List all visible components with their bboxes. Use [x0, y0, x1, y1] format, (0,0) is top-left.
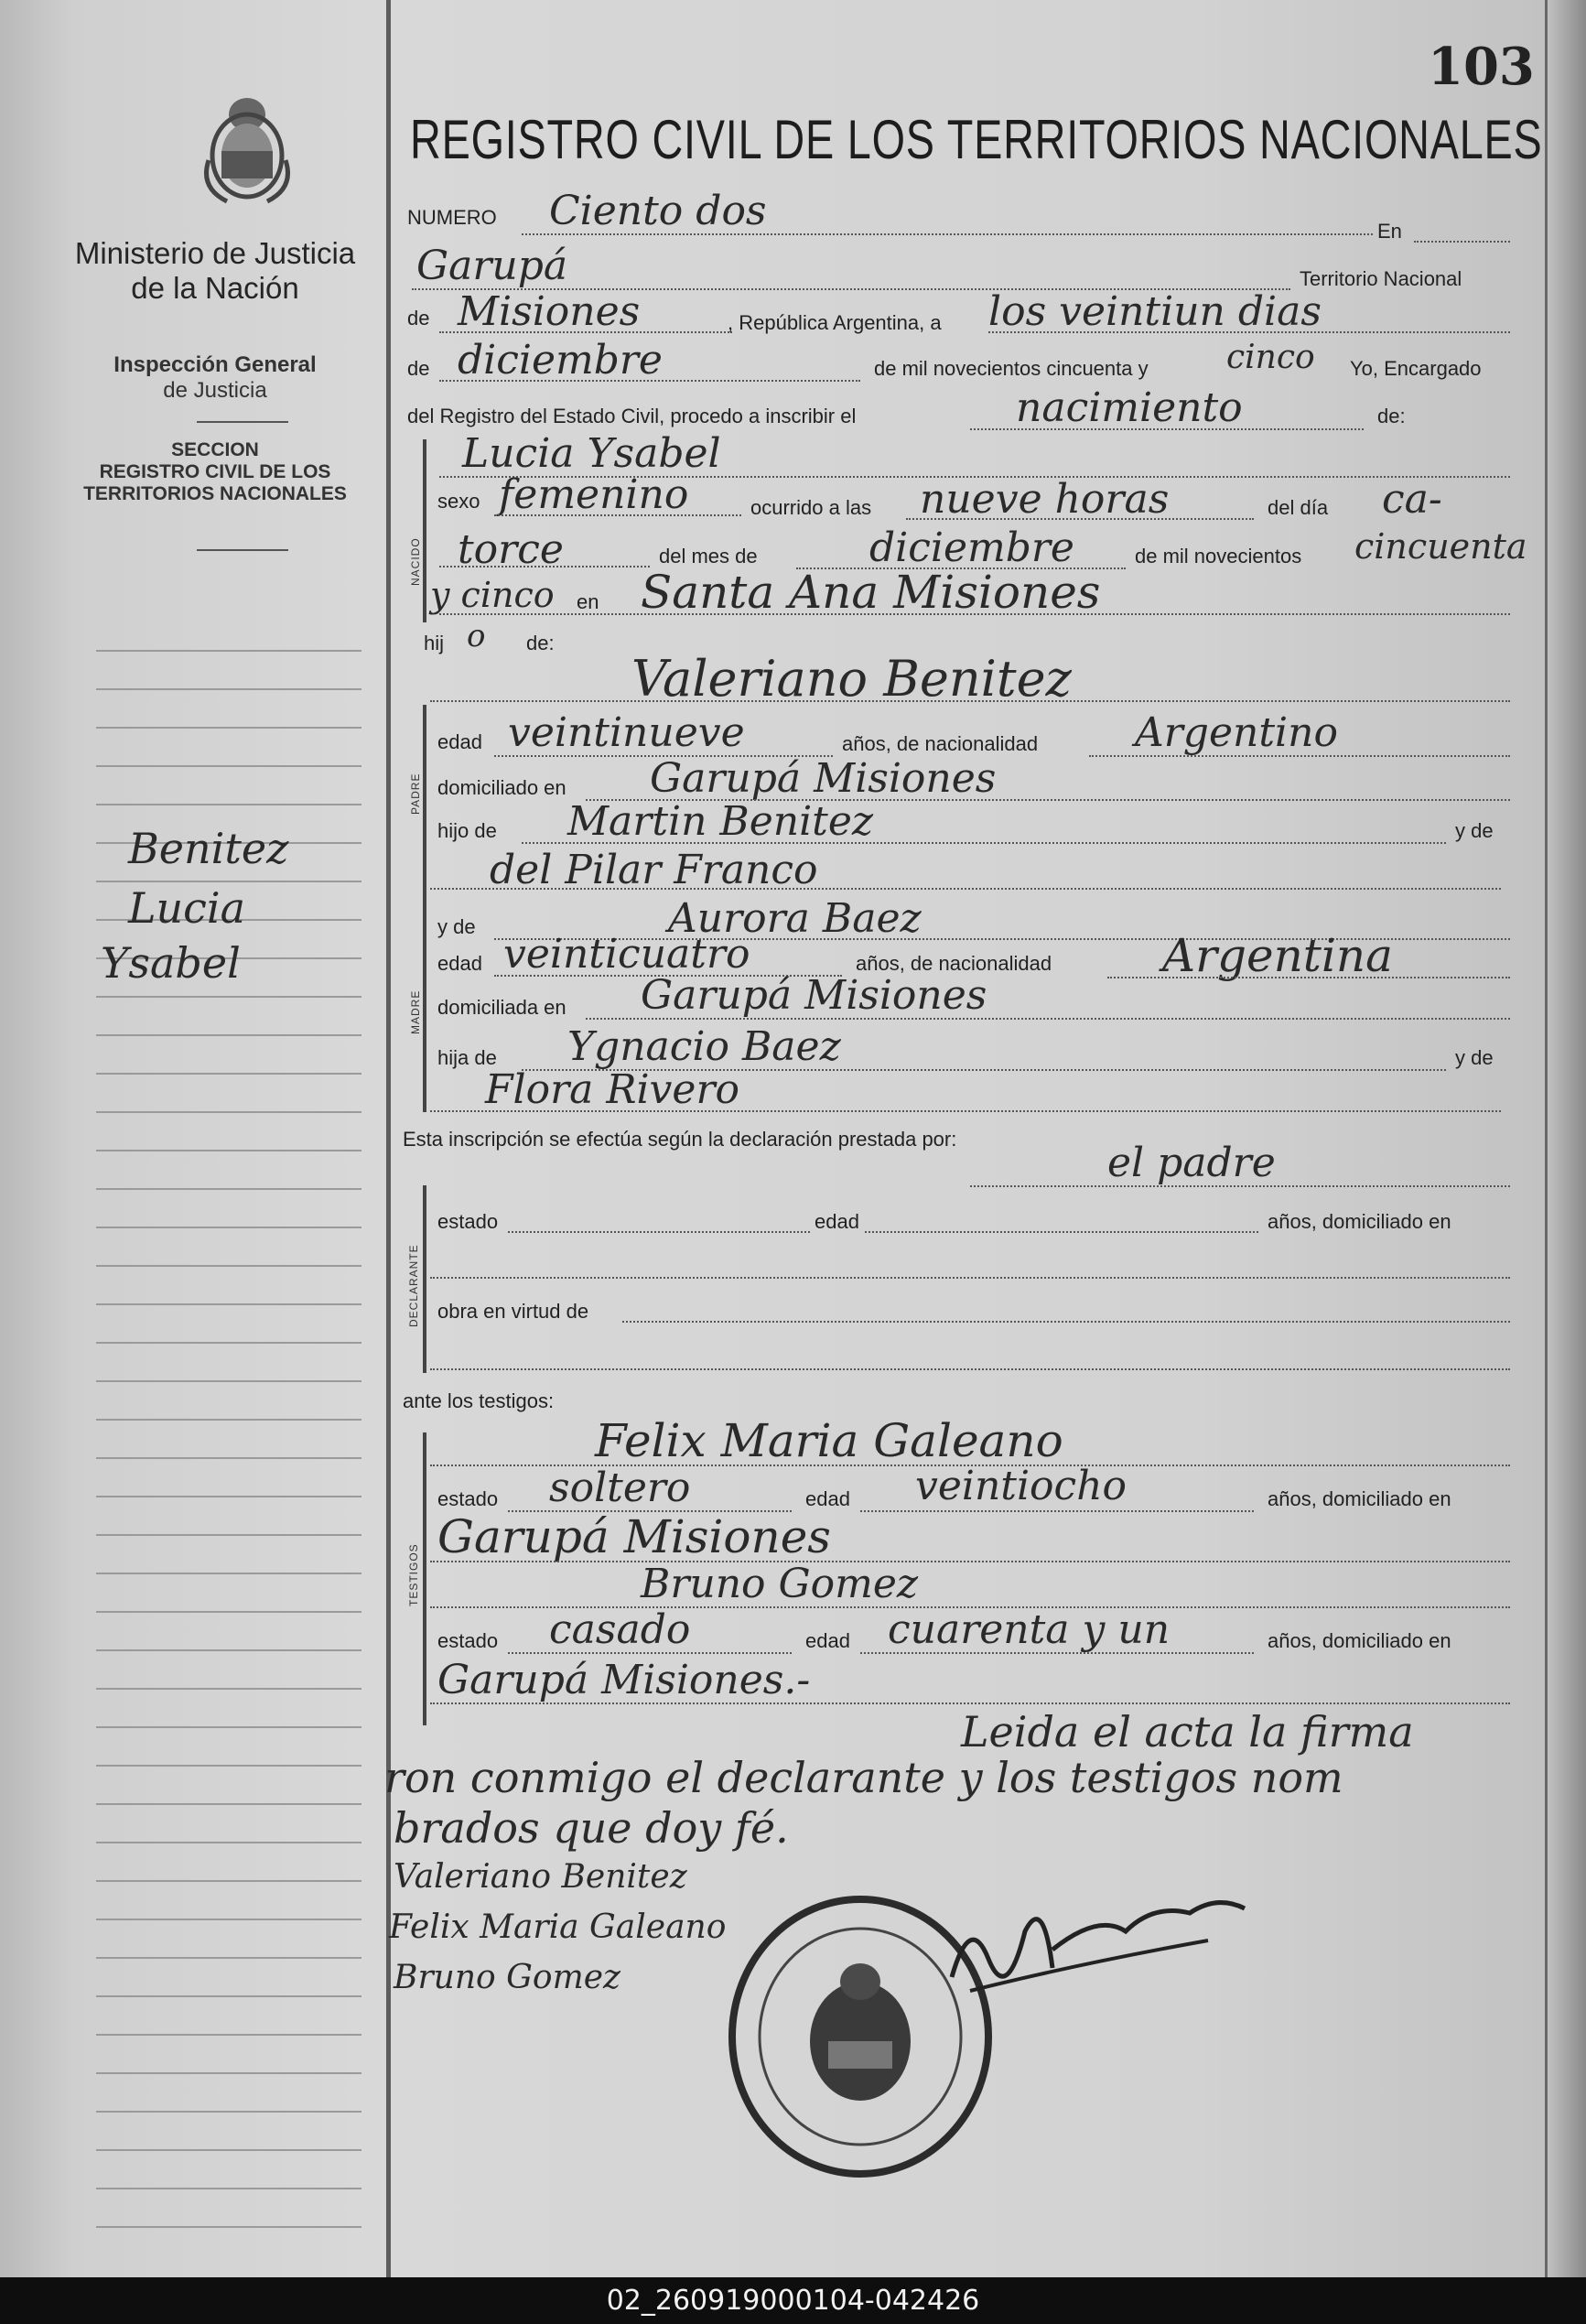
ruled-line: [96, 1457, 361, 1459]
sexo-label: sexo: [437, 490, 480, 513]
section-line-3: TERRITORIOS NACIONALES: [83, 483, 347, 505]
ruled-line: [96, 1534, 361, 1536]
madre-yde-label: y de: [437, 915, 476, 938]
hij-suffix: o: [467, 618, 486, 654]
padre-hijo-line: [522, 842, 1446, 844]
page-title: REGISTRO CIVIL DE LOS TERRITORIOS NACIONALES: [410, 109, 1543, 170]
ruled-line: [96, 2188, 361, 2189]
signature-padre: Valeriano Benitez: [394, 1858, 687, 1896]
registro-label: del Registro del Estado Civil, procedo a inscribir el: [407, 405, 857, 427]
ruled-line: [96, 2072, 361, 2074]
ruled-line: [96, 1034, 361, 1036]
madre-tag: MADRE: [409, 989, 422, 1034]
madre-padre-de: Ygnacio Baez: [567, 1023, 841, 1070]
testigo-2-anios-label: años, domiciliado en: [1268, 1629, 1451, 1652]
nombre-value: Lucia Ysabel: [462, 430, 721, 477]
margin-note-surname: Benitez: [128, 824, 289, 873]
ministry-name: [64, 236, 366, 306]
mes-value: diciembre: [458, 337, 663, 384]
declarante-intro: Esta inscripción se efectúa según la declaración prestada por:: [403, 1128, 957, 1151]
nacido-bracket: [423, 439, 426, 622]
padre-madre-de: del Pilar Franco: [490, 847, 818, 893]
coat-of-arms-icon: [200, 87, 295, 206]
dia-line: [988, 331, 1510, 333]
ruled-line: [96, 1150, 361, 1151]
declarante-estado-line: [508, 1231, 810, 1233]
padre-edad-label: edad: [437, 730, 482, 753]
binding-edge: [1545, 0, 1548, 2277]
sidebar-divider: [197, 421, 288, 423]
ruled-line: [96, 688, 361, 690]
ruled-line: [96, 1611, 361, 1613]
testigo-2-estado-line: [508, 1652, 792, 1654]
ruled-line: [96, 1880, 361, 1882]
testigo-2-nombre: Bruno Gomez: [641, 1561, 919, 1607]
declarante-edad-label: edad: [815, 1210, 859, 1233]
madre-nacionalidad: Argentina: [1162, 929, 1393, 982]
madre-nombre: Aurora Baez: [668, 895, 922, 942]
ministry-line-1: Ministerio de Justicia: [74, 236, 356, 270]
anio-value: cinco: [1226, 339, 1315, 376]
acto-value: nacimiento: [1016, 384, 1243, 431]
margin-note-name-2: Ysabel: [101, 938, 241, 988]
ruled-line: [96, 2149, 361, 2151]
testigo-1-edad: veintiocho: [915, 1463, 1127, 1509]
ruled-line: [96, 1726, 361, 1728]
madre-hija-label: hija de: [437, 1046, 497, 1069]
testigo-2-edad-label: edad: [805, 1629, 850, 1652]
numero-value: Ciento dos: [549, 188, 767, 234]
padre-dom-label: domiciliado en: [437, 776, 566, 799]
hora-value: nueve horas: [920, 476, 1170, 523]
anio-label: de mil novecientos cincuenta y: [874, 357, 1149, 380]
testigo-2-dom-line: [430, 1702, 1510, 1704]
de2-label: de:: [1377, 405, 1406, 427]
acto-line: [970, 428, 1364, 430]
en-label: En: [1377, 220, 1402, 243]
testigo-1-estado-label: estado: [437, 1487, 499, 1510]
ruled-line: [96, 1227, 361, 1228]
mes-nac-value: diciembre: [869, 524, 1074, 571]
territorio-line: [439, 331, 732, 333]
declarante-blank-line: [430, 1368, 1510, 1370]
ruled-line: [96, 1842, 361, 1843]
ruled-line: [96, 1649, 361, 1651]
madre-yde2-label: y de: [1455, 1046, 1494, 1069]
en-line: [1414, 241, 1510, 243]
padre-bracket: [423, 705, 426, 915]
madre-edad: veinticuatro: [503, 931, 750, 978]
ruled-line: [96, 881, 361, 882]
section-line-2: REGISTRO CIVIL DE LOS: [99, 461, 331, 483]
ruled-line: [96, 1957, 361, 1959]
padre-nacionalidad: Argentino: [1135, 709, 1338, 756]
nacido-tag: NACIDO: [409, 537, 422, 586]
page-number: 103: [1428, 37, 1535, 97]
ruled-line: [96, 1303, 361, 1305]
padre-domicilio: Garupá Misiones: [650, 755, 997, 802]
signature-testigo-1: Felix Maria Galeano: [389, 1908, 727, 1946]
ruled-line: [96, 727, 361, 729]
ruled-line: [96, 2034, 361, 2036]
madre-edad-label: edad: [437, 952, 482, 975]
padre-yde-label: y de: [1455, 819, 1494, 842]
testigo-1-anios-label: años, domiciliado en: [1268, 1487, 1451, 1510]
padre-hijo-label: hijo de: [437, 819, 497, 842]
lugar-value: Garupá: [416, 243, 568, 289]
ruled-line: [96, 1073, 361, 1075]
declarante-por: el padre: [1107, 1140, 1276, 1186]
anio-nac-value-2: y cinco: [430, 575, 555, 615]
madre-domicilio: Garupá Misiones: [641, 972, 987, 1019]
ruled-line: [96, 1688, 361, 1690]
declarante-obra-line: [622, 1321, 1510, 1323]
closing-line-2: ron conmigo el declarante y los testigos nom: [384, 1753, 1343, 1802]
declarante-estado-label: estado: [437, 1210, 499, 1233]
testigos-bracket: [423, 1432, 426, 1725]
territorio-label: Territorio Nacional: [1300, 267, 1462, 290]
padre-edad: veintinueve: [508, 709, 745, 756]
hij-de-label: de:: [526, 632, 555, 654]
mes-label: de: [407, 357, 430, 380]
padre-nombre-line: [430, 700, 1510, 702]
ruled-line: [96, 1803, 361, 1805]
ministry-line-2: de la Nación: [131, 270, 299, 305]
testigo-2-edad-line: [860, 1652, 1254, 1654]
inspection-name: [64, 352, 366, 403]
declarante-bracket: [423, 1185, 426, 1373]
inspection-line-1: Inspección General: [113, 352, 317, 377]
dia-value: los veintiun dias: [988, 288, 1322, 335]
declarante-obra-label: obra en virtud de: [437, 1300, 589, 1323]
section-name: [64, 439, 366, 505]
lugar-nac-line: [439, 613, 1510, 615]
padre-nombre: Valeriano Benitez: [631, 650, 1072, 708]
del-dia-label: del día: [1268, 496, 1329, 519]
sexo-value: femenino: [499, 471, 689, 518]
ruled-line: [96, 996, 361, 998]
ruled-line: [96, 1380, 361, 1382]
territorio-value: Misiones: [458, 288, 641, 335]
hora-line: [906, 518, 1254, 520]
madre-nac-label: años, de nacionalidad: [856, 952, 1052, 975]
sexo-line: [494, 514, 741, 516]
ruled-line: [96, 1342, 361, 1344]
testigo-2-domicilio: Garupá Misiones.-: [437, 1657, 811, 1703]
closing-line-3: brados que doy fé.: [394, 1803, 789, 1853]
ruled-line: [96, 1496, 361, 1497]
ocurrido-label: ocurrido a las: [750, 496, 872, 519]
testigo-1-estado: soltero: [549, 1465, 691, 1511]
padre-madre-line: [430, 888, 1501, 890]
testigos-tag: TESTIGOS: [407, 1543, 420, 1606]
ruled-line: [96, 1188, 361, 1190]
madre-madre-line: [430, 1110, 1501, 1112]
testigo-1-edad-line: [860, 1510, 1254, 1512]
ruled-line: [96, 1265, 361, 1267]
declarante-dom-line: [430, 1277, 1510, 1279]
ruled-line: [96, 650, 361, 652]
inspection-line-2: de Justicia: [163, 377, 267, 403]
madre-dom-line: [586, 1018, 1510, 1020]
margin-note-name: Lucia: [128, 883, 246, 933]
dia-nac-value-2: torce: [458, 526, 564, 573]
republica-label: , República Argentina, a: [728, 311, 942, 334]
padre-tag: PADRE: [409, 773, 422, 815]
madre-dom-label: domiciliada en: [437, 996, 566, 1019]
testigo-2-edad: cuarenta y un: [888, 1606, 1171, 1653]
padre-padre-de: Martin Benitez: [567, 798, 874, 845]
dia-nac-line: [439, 566, 650, 567]
ruled-line: [96, 2111, 361, 2113]
testigo-1-domicilio: Garupá Misiones: [437, 1510, 831, 1563]
testigo-1-nombre: Felix Maria Galeano: [595, 1414, 1063, 1467]
yo-label: Yo, Encargado: [1350, 357, 1482, 380]
section-line-1: SECCION: [171, 439, 259, 460]
ruled-line: [96, 804, 361, 805]
testigo-2-estado: casado: [549, 1606, 691, 1653]
mes-line: [439, 380, 860, 382]
declarante-tag: DECLARANTE: [407, 1244, 420, 1327]
ruled-line: [96, 1419, 361, 1421]
registrar-signature: [915, 1876, 1263, 1995]
ruled-line: [96, 1765, 361, 1767]
testigos-intro: ante los testigos:: [403, 1389, 555, 1412]
ruled-line: [96, 1573, 361, 1574]
ruled-line: [96, 2226, 361, 2228]
anio-nac-value-1: cincuenta: [1354, 526, 1527, 567]
testigo-2-estado-label: estado: [437, 1629, 499, 1652]
sidebar-divider-2: [197, 549, 288, 551]
del-mes-label: del mes de: [659, 545, 758, 567]
closing-line-1: Leida el acta la firma: [961, 1707, 1414, 1757]
footer-id: 02_260919000104-042426: [0, 2277, 1586, 2324]
ruled-line: [96, 765, 361, 767]
testigo-1-dom-line: [430, 1561, 1510, 1562]
declarante-por-line: [970, 1185, 1510, 1187]
madre-madre-de: Flora Rivero: [485, 1066, 739, 1113]
mil-label: de mil novecientos: [1135, 545, 1302, 567]
numero-label: NUMERO: [407, 206, 497, 229]
madre-bracket: [423, 906, 426, 1112]
ruled-line: [96, 1111, 361, 1113]
de-label: de: [407, 307, 430, 330]
madre-nac-line: [1107, 977, 1510, 978]
padre-nac-label: años, de nacionalidad: [842, 732, 1039, 755]
declarante-anios-label: años, domiciliado en: [1268, 1210, 1451, 1233]
declarante-edad-line: [865, 1231, 1258, 1233]
en2-label: en: [577, 590, 599, 613]
lugar-nac-value: Santa Ana Misiones: [641, 566, 1101, 619]
signature-testigo-2: Bruno Gomez: [394, 1959, 620, 1996]
testigo-1-edad-label: edad: [805, 1487, 850, 1510]
dia-nac-value-1: ca-: [1382, 476, 1442, 523]
ruled-line: [96, 1995, 361, 1997]
ruled-line: [96, 1919, 361, 1920]
numero-line: [522, 233, 1373, 235]
padre-nac-line: [1089, 755, 1510, 757]
hij-label: hij: [424, 632, 445, 654]
